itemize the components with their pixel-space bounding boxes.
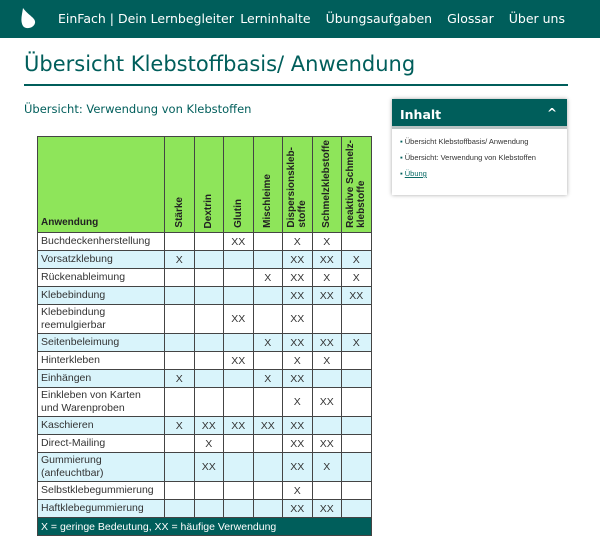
table-cell: X (165, 370, 195, 388)
contents-item[interactable]: ▪ Übersicht: Verwendung von Klebstoffen (400, 153, 559, 162)
table-row (38, 370, 372, 388)
table-cell (194, 334, 224, 352)
main-nav (240, 11, 565, 26)
table-cell: XX (283, 435, 313, 453)
table-cell: XX (312, 287, 342, 305)
table-cell (194, 287, 224, 305)
table-cell (253, 435, 283, 453)
table-cell (165, 453, 195, 482)
table-cell (253, 352, 283, 370)
table-cell (194, 305, 224, 334)
table-cell (342, 417, 372, 435)
table-cell (253, 251, 283, 269)
table-cell (342, 388, 372, 417)
table-cell (165, 287, 195, 305)
section-subtitle: Übersicht: Verwendung von Klebstoffen (24, 102, 252, 116)
row-label: Buchdeckenherstellung (38, 233, 165, 251)
table-row (38, 287, 372, 305)
table-cell (253, 287, 283, 305)
table-cell: X (342, 251, 372, 269)
table-cell (165, 305, 195, 334)
row-label: Direct-Mailing (38, 435, 165, 453)
table-cell: X (342, 269, 372, 287)
table-cell (253, 305, 283, 334)
table-row (38, 453, 372, 482)
table-cell (312, 305, 342, 334)
table-cell: XX (312, 251, 342, 269)
contents-panel-header[interactable] (392, 99, 567, 129)
chevron-up-icon[interactable]: ^ (546, 106, 557, 120)
table-cell (165, 233, 195, 251)
contents-item (400, 169, 559, 178)
table-legend: X = geringe Bedeutung, XX = häufige Verwendung (38, 518, 372, 536)
table-cell: X (312, 233, 342, 251)
row-label: Vorsatzklebung (38, 251, 165, 269)
table-cell (224, 370, 254, 388)
row-label: Klebebindung (38, 287, 165, 305)
title-divider (24, 84, 568, 86)
table-cell: XX (283, 417, 313, 435)
table-cell (194, 500, 224, 518)
page-title: Übersicht Klebstoffbasis/ Anwendung (24, 52, 416, 76)
table-cell (312, 482, 342, 500)
table-cell: XX (283, 370, 313, 388)
table-cell: XX (312, 500, 342, 518)
table-cell (194, 233, 224, 251)
table-cell: X (283, 352, 313, 370)
column-header-label: Dispersionskleb- stoffe (286, 147, 309, 228)
table-cell: X (253, 269, 283, 287)
table-row (38, 500, 372, 518)
table-cell (194, 352, 224, 370)
table-cell (165, 388, 195, 417)
table-cell (165, 352, 195, 370)
nav-uebungsaufgaben[interactable]: Übungsaufgaben (325, 11, 433, 26)
table-cell: X (312, 269, 342, 287)
table-cell: X (283, 482, 313, 500)
nav-lerninhalte[interactable]: Lerninhalte (240, 11, 311, 26)
contents-panel (392, 99, 567, 195)
contents-list (392, 129, 567, 193)
table-cell: XX (283, 334, 313, 352)
column-header-label: Stärke (173, 197, 185, 228)
brand-name[interactable]: EinFach | Dein Lernbegleiter (58, 11, 234, 26)
table-row (38, 435, 372, 453)
nav-glossar[interactable]: Glossar (447, 11, 494, 26)
table-cell (224, 500, 254, 518)
table-cell (224, 287, 254, 305)
table-row (38, 269, 372, 287)
table-cell (165, 500, 195, 518)
table-cell (194, 269, 224, 287)
column-header (342, 137, 372, 233)
table-cell: XX (253, 417, 283, 435)
table-cell: XX (283, 269, 313, 287)
table-row (38, 305, 372, 334)
table-cell (253, 500, 283, 518)
table-cell (342, 370, 372, 388)
table-cell: XX (224, 417, 254, 435)
column-header (194, 137, 224, 233)
table-cell (194, 251, 224, 269)
table-cell: XX (342, 287, 372, 305)
column-header-label: Reaktive Schmelz- klebstoffe (345, 140, 368, 228)
nav-ueber-uns[interactable]: Über uns (508, 11, 565, 26)
table-cell (253, 388, 283, 417)
table-row (38, 388, 372, 417)
table-cell (342, 482, 372, 500)
column-header (312, 137, 342, 233)
table-cell: XX (283, 305, 313, 334)
table-cell: XX (283, 287, 313, 305)
row-label: Gummierung (anfeuchtbar) (38, 453, 165, 482)
table-cell: X (283, 388, 313, 417)
table-cell: X (312, 352, 342, 370)
row-label: Rückenableimung (38, 269, 165, 287)
row-label: Hinterkleben (38, 352, 165, 370)
table-cell (342, 305, 372, 334)
table-cell: XX (312, 388, 342, 417)
table-cell: XX (224, 233, 254, 251)
column-header (224, 137, 254, 233)
table-row (38, 482, 372, 500)
table-cell (224, 388, 254, 417)
table-cell (165, 435, 195, 453)
table-cell: X (194, 435, 224, 453)
table-cell (342, 500, 372, 518)
contents-link-uebung[interactable]: Übung (404, 169, 427, 178)
table-cell: X (342, 334, 372, 352)
column-header (283, 137, 313, 233)
table-row (38, 251, 372, 269)
table-cell (224, 435, 254, 453)
table-cell (253, 482, 283, 500)
table-cell (342, 352, 372, 370)
table-cell: XX (312, 334, 342, 352)
table-cell: X (312, 453, 342, 482)
table-cell: X (253, 334, 283, 352)
row-label: Selbstklebegummierung (38, 482, 165, 500)
table-cell (224, 269, 254, 287)
table-cell: XX (312, 435, 342, 453)
table-cell (165, 334, 195, 352)
contents-title: Inhalt (400, 107, 442, 122)
table-cell (253, 233, 283, 251)
table-cell: XX (194, 417, 224, 435)
table-cell: X (283, 233, 313, 251)
table-cell (165, 269, 195, 287)
table-cell: X (165, 251, 195, 269)
row-label: Einhängen (38, 370, 165, 388)
column-header (253, 137, 283, 233)
top-navbar (0, 0, 600, 38)
column-header-label: Dextrin (203, 193, 215, 228)
table-cell (312, 370, 342, 388)
column-header-label: Mischleime (262, 174, 274, 228)
column-header (165, 137, 195, 233)
table-cell: XX (224, 305, 254, 334)
table-cell: XX (283, 453, 313, 482)
logo-icon[interactable] (20, 7, 36, 29)
table-cell (224, 453, 254, 482)
table-cell (342, 453, 372, 482)
table-cell (224, 251, 254, 269)
table-row (38, 417, 372, 435)
table-cell (165, 482, 195, 500)
column-header-anwendung: Anwendung (38, 137, 165, 233)
table-cell (342, 435, 372, 453)
table-cell: X (253, 370, 283, 388)
table-cell (342, 233, 372, 251)
contents-item[interactable]: ▪ Übersicht Klebstoffbasis/ Anwendung (400, 137, 559, 146)
table-cell: XX (283, 500, 313, 518)
table-row (38, 352, 372, 370)
row-label: Einkleben von Karten und Warenproben (38, 388, 165, 417)
table-cell: XX (224, 352, 254, 370)
column-header-label: Glutin (232, 199, 244, 228)
column-header-label: Schmelzklebstoffe (321, 140, 333, 228)
table-cell (253, 453, 283, 482)
adhesive-table (37, 136, 372, 536)
table-cell (194, 388, 224, 417)
table-cell (224, 334, 254, 352)
row-label: Seitenbeleimung (38, 334, 165, 352)
table-cell (194, 370, 224, 388)
table-row (38, 233, 372, 251)
row-label: Klebebindung reemulgierbar (38, 305, 165, 334)
table-cell (224, 482, 254, 500)
table-cell (312, 417, 342, 435)
table-cell: X (165, 417, 195, 435)
row-label: Haftklebegummierung (38, 500, 165, 518)
table-row (38, 334, 372, 352)
row-label: Kaschieren (38, 417, 165, 435)
table-cell: XX (283, 251, 313, 269)
table-cell (194, 482, 224, 500)
table-cell: XX (194, 453, 224, 482)
